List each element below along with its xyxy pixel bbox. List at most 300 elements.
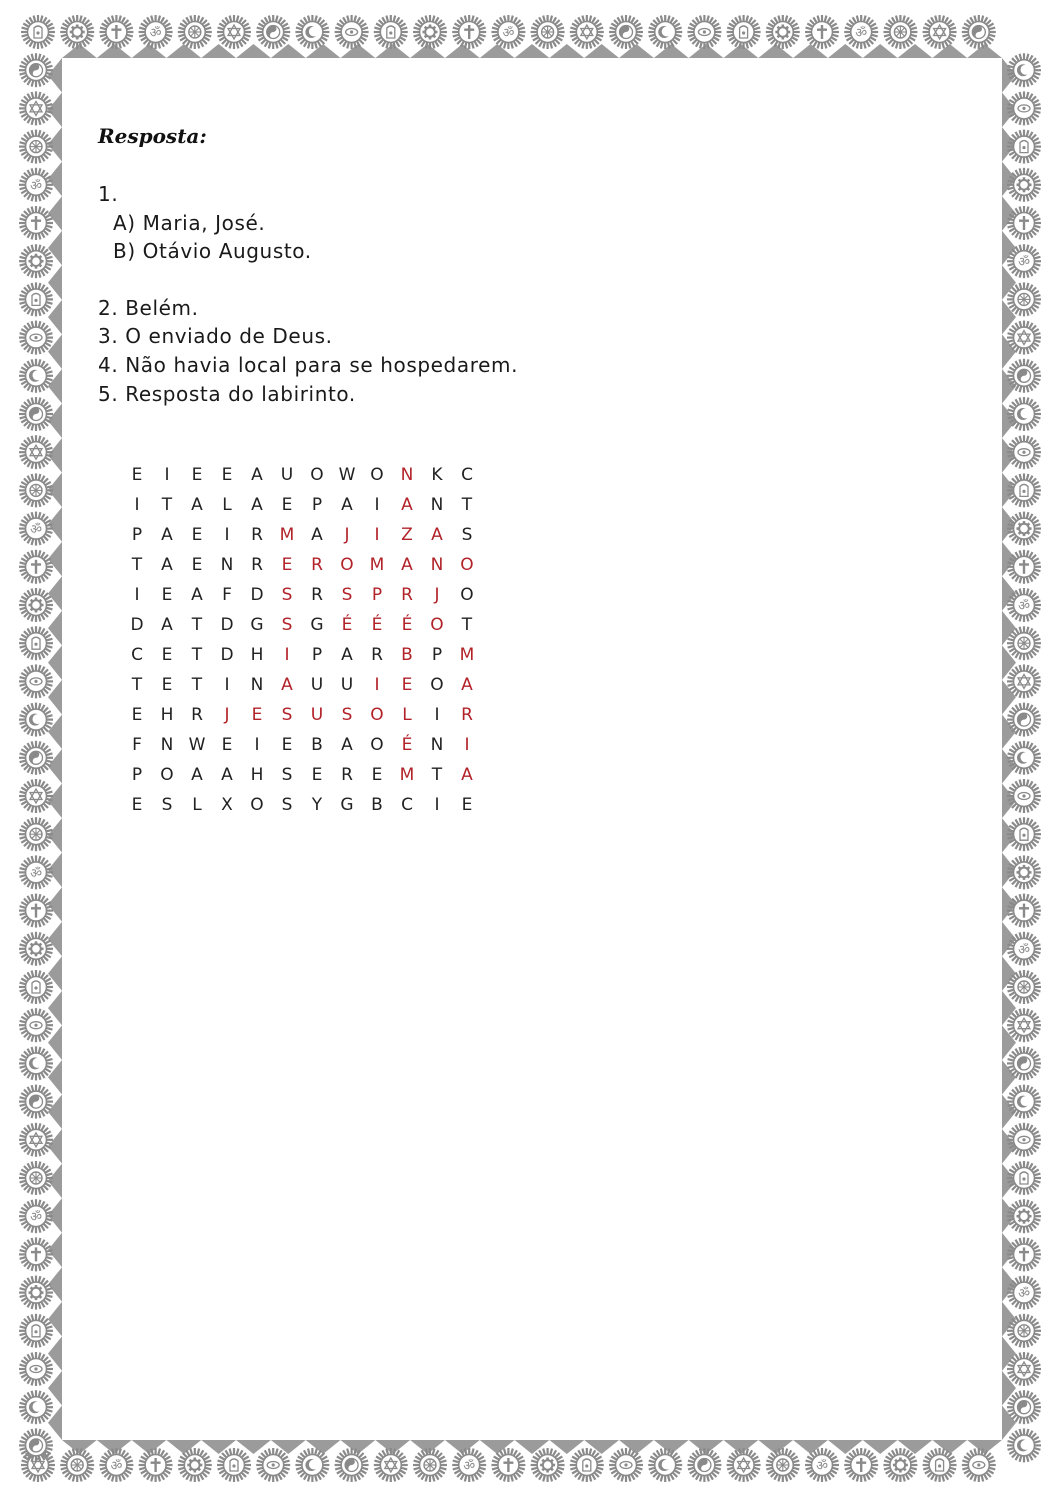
cross-icon (19, 550, 53, 584)
border-triangle (932, 1440, 967, 1454)
grid-letter: C (131, 645, 143, 665)
gear-icon (531, 1448, 565, 1482)
om-icon (99, 1448, 133, 1482)
grid-letter: N (430, 495, 444, 515)
grid-letter: E (131, 795, 143, 815)
grid-letter: J (434, 585, 440, 605)
border-triangle (48, 922, 62, 957)
grid-letter: E (191, 465, 203, 485)
grid-letter: E (281, 495, 293, 515)
star-of-david-icon (1007, 321, 1041, 355)
grid-letter: E (371, 765, 383, 785)
grid-letter: J (344, 525, 350, 545)
gear-icon (19, 1276, 53, 1310)
border-triangle (48, 404, 62, 439)
answers-list (98, 180, 518, 408)
grid-letter: U (310, 675, 324, 695)
om-icon (1007, 588, 1041, 622)
grid-letter: E (281, 555, 293, 575)
grid-letter: B (371, 795, 383, 815)
hand-icon (374, 15, 408, 49)
grid-letter: A (251, 465, 263, 485)
wheel-icon (1007, 282, 1041, 316)
lotus-icon (19, 664, 53, 698)
grid-letter: R (251, 525, 263, 545)
cross-icon (1007, 894, 1041, 928)
lotus-icon (1007, 779, 1041, 813)
svg-text:ॐ: ॐ (30, 178, 42, 194)
gear-icon (1007, 168, 1041, 202)
grid-letter: R (191, 705, 203, 725)
svg-text:ॐ: ॐ (502, 26, 515, 41)
crescent-icon (1007, 397, 1041, 431)
star-of-david-icon (19, 435, 53, 469)
crescent-icon (19, 359, 53, 393)
grid-letter: E (161, 585, 173, 605)
svg-text:ॐ: ॐ (855, 26, 868, 41)
hand-icon (727, 15, 761, 49)
border-triangle (654, 1440, 689, 1454)
gear-icon (19, 588, 53, 622)
grid-letter: Y (311, 795, 323, 815)
grid-letter: E (251, 705, 263, 725)
grid-letter: A (341, 645, 353, 665)
grid-letter: H (250, 765, 264, 785)
yin-yang-icon (19, 1085, 53, 1119)
grid-letter: R (461, 705, 473, 725)
grid-letter: É (371, 615, 383, 635)
grid-letter: T (431, 765, 443, 785)
grid-letter: N (160, 735, 174, 755)
grid-letter: A (251, 495, 263, 515)
grid-letter: A (221, 765, 233, 785)
svg-text:ॐ: ॐ (149, 26, 162, 41)
border-triangle (967, 44, 1002, 58)
grid-letter: T (191, 645, 203, 665)
lotus-icon (19, 1352, 53, 1386)
grid-letter: A (191, 585, 203, 605)
hand-icon (1007, 817, 1041, 851)
yin-yang-icon (19, 397, 53, 431)
border-triangle (375, 1440, 410, 1454)
border-triangle (619, 1440, 654, 1454)
border-triangle (375, 44, 410, 58)
cross-icon (452, 15, 486, 49)
cross-icon (19, 206, 53, 240)
grid-letter: P (311, 495, 323, 515)
grid-letter: E (221, 735, 233, 755)
grid-letter: A (311, 525, 323, 545)
lotus-icon (609, 1448, 643, 1482)
border-triangle (410, 44, 445, 58)
gear-icon (60, 15, 94, 49)
gear-icon (413, 15, 447, 49)
grid-letter: L (402, 705, 412, 725)
border-triangle (62, 44, 97, 58)
grid-letter: I (374, 525, 380, 545)
grid-letter: D (250, 585, 264, 605)
star-of-david-icon (727, 1448, 761, 1482)
border-triangle (48, 162, 62, 197)
grid-letter: O (160, 765, 174, 785)
border-triangle (48, 196, 62, 231)
yin-yang-icon (19, 1428, 53, 1462)
grid-letter: I (374, 495, 380, 515)
om-icon (491, 15, 525, 49)
grid-letter: X (221, 795, 233, 815)
wheel-icon (531, 15, 565, 49)
crescent-icon (1007, 1428, 1041, 1462)
grid-letter: A (431, 525, 443, 545)
svg-text:ॐ: ॐ (1018, 255, 1030, 271)
om-icon (1007, 244, 1041, 278)
border-triangle (97, 1440, 132, 1454)
border-triangle (48, 887, 62, 922)
grid-letter: S (341, 585, 353, 605)
grid-letter: O (370, 735, 384, 755)
grid-letter: E (221, 465, 233, 485)
gear-icon (19, 932, 53, 966)
grid-letter: S (281, 615, 293, 635)
cross-icon (491, 1448, 525, 1482)
grid-letter: E (131, 705, 143, 725)
om-icon (1007, 1276, 1041, 1310)
crescent-icon (1007, 53, 1041, 87)
grid-letter: A (161, 555, 173, 575)
grid-letter: A (191, 765, 203, 785)
grid-letter: Z (401, 525, 413, 545)
grid-letter: D (130, 615, 144, 635)
grid-letter: T (161, 495, 173, 515)
hand-icon (19, 1314, 53, 1348)
yin-yang-icon (1007, 1046, 1041, 1080)
grid-letter: N (430, 555, 444, 575)
lotus-icon (19, 321, 53, 355)
grid-letter: I (374, 675, 380, 695)
grid-letter: A (461, 765, 473, 785)
lotus-icon (1007, 91, 1041, 125)
border-triangle (48, 127, 62, 162)
gear-icon (766, 15, 800, 49)
yin-yang-icon (335, 1448, 369, 1482)
svg-text:ॐ: ॐ (30, 522, 42, 538)
cross-icon (1007, 1237, 1041, 1271)
grid-letter: M (459, 645, 475, 665)
grid-letter: E (131, 465, 143, 485)
grid-letter: G (310, 615, 324, 635)
grid-letter: I (134, 495, 140, 515)
grid-letter: F (222, 585, 232, 605)
grid-letter: O (460, 555, 474, 575)
answer-1b: B) Otávio Augusto. (113, 239, 312, 264)
word-search-grid (122, 460, 482, 820)
grid-letter: R (371, 645, 383, 665)
gear-icon (1007, 512, 1041, 546)
grid-letter: B (311, 735, 323, 755)
om-icon (1007, 932, 1041, 966)
om-icon (452, 1448, 486, 1482)
grid-letter: N (220, 555, 234, 575)
om-icon (19, 168, 53, 202)
crescent-icon (648, 15, 682, 49)
grid-letter: É (341, 615, 353, 635)
grid-letter: É (401, 615, 413, 635)
grid-letter: I (134, 585, 140, 605)
border-triangle (48, 93, 62, 128)
border-triangle (48, 369, 62, 404)
grid-letter: I (434, 705, 440, 725)
svg-text:ॐ: ॐ (30, 866, 42, 882)
lotus-icon (19, 1008, 53, 1042)
grid-letter: D (220, 615, 234, 635)
star-of-david-icon (570, 15, 604, 49)
wheel-icon (178, 15, 212, 49)
answer-1a: A) Maria, José. (113, 210, 266, 235)
om-icon (805, 1448, 839, 1482)
border-triangle (445, 44, 480, 58)
grid-letter: T (131, 555, 143, 575)
yin-yang-icon (609, 15, 643, 49)
svg-text:ॐ: ॐ (1018, 599, 1030, 614)
grid-letter: I (164, 465, 170, 485)
wheel-icon (1007, 970, 1041, 1004)
border-triangle (97, 44, 132, 58)
grid-letter: P (131, 765, 143, 785)
grid-letter: P (371, 585, 383, 605)
border-triangle (62, 1440, 97, 1454)
grid-letter: S (281, 765, 293, 785)
grid-letter: B (401, 645, 413, 665)
border-triangle (689, 1440, 724, 1454)
hand-icon (21, 15, 55, 49)
star-of-david-icon (1007, 1352, 1041, 1386)
wheel-icon (883, 15, 917, 49)
grid-letter: N (430, 735, 444, 755)
grid-letter: E (161, 645, 173, 665)
crescent-icon (1007, 1085, 1041, 1119)
gear-icon (1007, 855, 1041, 889)
border-triangle (166, 44, 201, 58)
grid-letter: T (191, 615, 203, 635)
grid-letter: P (131, 525, 143, 545)
hand-icon (1007, 473, 1041, 507)
grid-letter: M (279, 525, 295, 545)
gear-icon (1007, 1199, 1041, 1233)
svg-text:ॐ: ॐ (816, 1459, 828, 1474)
grid-letter: A (161, 525, 173, 545)
yin-yang-icon (1007, 359, 1041, 393)
yin-yang-icon (19, 53, 53, 87)
crescent-icon (295, 15, 329, 49)
grid-letter: A (401, 555, 413, 575)
cross-icon (844, 1448, 878, 1482)
star-of-david-icon (217, 15, 251, 49)
grid-letter: H (160, 705, 174, 725)
answer-1: 1. (98, 182, 119, 206)
border-triangle (48, 334, 62, 369)
svg-text:ॐ: ॐ (110, 1459, 123, 1474)
grid-letter: H (250, 645, 264, 665)
grid-letter: E (161, 675, 173, 695)
grid-letter: T (191, 675, 203, 695)
grid-letter: O (340, 555, 354, 575)
grid-letter: O (370, 705, 384, 725)
wheel-icon (19, 817, 53, 851)
lotus-icon (687, 15, 721, 49)
lotus-icon (962, 1448, 996, 1482)
gear-icon (19, 244, 53, 278)
hand-icon (19, 970, 53, 1004)
spacer (98, 266, 518, 294)
grid-letter: T (461, 495, 473, 515)
yin-yang-icon (256, 15, 290, 49)
grid-letter: O (310, 465, 324, 485)
grid-letter: I (254, 735, 260, 755)
border-triangle (898, 44, 933, 58)
grid-letter: T (131, 675, 143, 695)
hand-icon (19, 626, 53, 660)
grid-letter: A (341, 735, 353, 755)
star-of-david-icon (1007, 664, 1041, 698)
border-triangle (48, 1095, 62, 1130)
star-of-david-icon (374, 1448, 408, 1482)
grid-letter: C (461, 465, 473, 485)
grid-letter: O (250, 795, 264, 815)
border-triangle (341, 44, 376, 58)
lotus-icon (335, 15, 369, 49)
svg-text:ॐ: ॐ (463, 1459, 476, 1474)
grid-letter: I (284, 645, 290, 665)
answer-3: 3. O enviado de Deus. (98, 324, 333, 349)
crescent-icon (648, 1448, 682, 1482)
grid-letter: S (281, 585, 293, 605)
star-of-david-icon (923, 15, 957, 49)
wheel-icon (19, 473, 53, 507)
lotus-icon (1007, 435, 1041, 469)
hand-icon (1007, 130, 1041, 164)
grid-letter: M (399, 765, 415, 785)
wheel-icon (413, 1448, 447, 1482)
wheel-icon (1007, 626, 1041, 660)
star-of-david-icon (19, 779, 53, 813)
border-triangle (48, 818, 62, 853)
grid-letter: A (341, 495, 353, 515)
hand-icon (923, 1448, 957, 1482)
crescent-icon (19, 1390, 53, 1424)
om-icon (844, 15, 878, 49)
grid-letter: E (191, 555, 203, 575)
cross-icon (19, 1237, 53, 1271)
grid-letter: A (401, 495, 413, 515)
om-icon (19, 855, 53, 889)
border-triangle (306, 1440, 341, 1454)
wheel-icon (60, 1448, 94, 1482)
page-heading: Resposta: (98, 124, 207, 148)
grid-letter: C (401, 795, 413, 815)
gear-icon (883, 1448, 917, 1482)
grid-letter: N (400, 465, 414, 485)
grid-letter: W (188, 735, 206, 755)
hand-icon (1007, 1161, 1041, 1195)
grid-letter: G (250, 615, 264, 635)
grid-letter: O (430, 675, 444, 695)
grid-letter: E (191, 525, 203, 545)
grid-letter: E (401, 675, 413, 695)
grid-letter: U (340, 675, 354, 695)
yin-yang-icon (962, 15, 996, 49)
grid-letter: I (224, 525, 230, 545)
cross-icon (139, 1448, 173, 1482)
crescent-icon (19, 703, 53, 737)
grid-letter: R (311, 555, 323, 575)
border-triangle (932, 44, 967, 58)
border-triangle (48, 1060, 62, 1095)
grid-letter: S (341, 705, 353, 725)
svg-text:ॐ: ॐ (1018, 1286, 1030, 1302)
yin-yang-icon (1007, 703, 1041, 737)
om-icon (19, 1199, 53, 1233)
grid-letter: G (340, 795, 354, 815)
yin-yang-icon (19, 741, 53, 775)
grid-letter: E (281, 735, 293, 755)
yin-yang-icon (687, 1448, 721, 1482)
grid-letter: A (161, 615, 173, 635)
grid-letter: R (401, 585, 413, 605)
grid-letter: S (281, 705, 293, 725)
hand-icon (19, 282, 53, 316)
star-of-david-icon (19, 91, 53, 125)
wheel-icon (1007, 1314, 1041, 1348)
border-triangle (48, 853, 62, 888)
border-triangle (48, 956, 62, 991)
om-icon (139, 15, 173, 49)
star-of-david-icon (19, 1123, 53, 1157)
border-triangle (166, 1440, 201, 1454)
grid-letter: O (370, 465, 384, 485)
grid-letter: W (338, 465, 356, 485)
border-triangle (619, 44, 654, 58)
om-icon (19, 512, 53, 546)
grid-letter: U (280, 465, 294, 485)
border-triangle (132, 44, 167, 58)
answer-2: 2. Belém. (98, 295, 199, 320)
grid-letter: D (220, 645, 234, 665)
grid-letter: T (461, 615, 473, 635)
lotus-icon (256, 1448, 290, 1482)
cross-icon (99, 15, 133, 49)
answer-5: 5. Resposta do labirinto. (98, 381, 356, 406)
grid-letter: K (431, 465, 443, 485)
border-triangle (654, 44, 689, 58)
grid-letter: A (461, 675, 473, 695)
grid-letter: S (281, 795, 293, 815)
cross-icon (1007, 550, 1041, 584)
svg-text:ॐ: ॐ (30, 1210, 42, 1226)
cross-icon (1007, 206, 1041, 240)
border-triangle (689, 44, 724, 58)
grid-letter: I (434, 795, 440, 815)
grid-letter: A (191, 495, 203, 515)
grid-letter: R (251, 555, 263, 575)
star-of-david-icon (1007, 1008, 1041, 1042)
grid-letter: U (310, 705, 324, 725)
wheel-icon (19, 1161, 53, 1195)
grid-letter: I (464, 735, 470, 755)
answer-4: 4. Não havia local para se hospedarem. (98, 352, 519, 377)
grid-letter: L (192, 795, 202, 815)
hand-icon (217, 1448, 251, 1482)
grid-letter: L (222, 495, 232, 515)
